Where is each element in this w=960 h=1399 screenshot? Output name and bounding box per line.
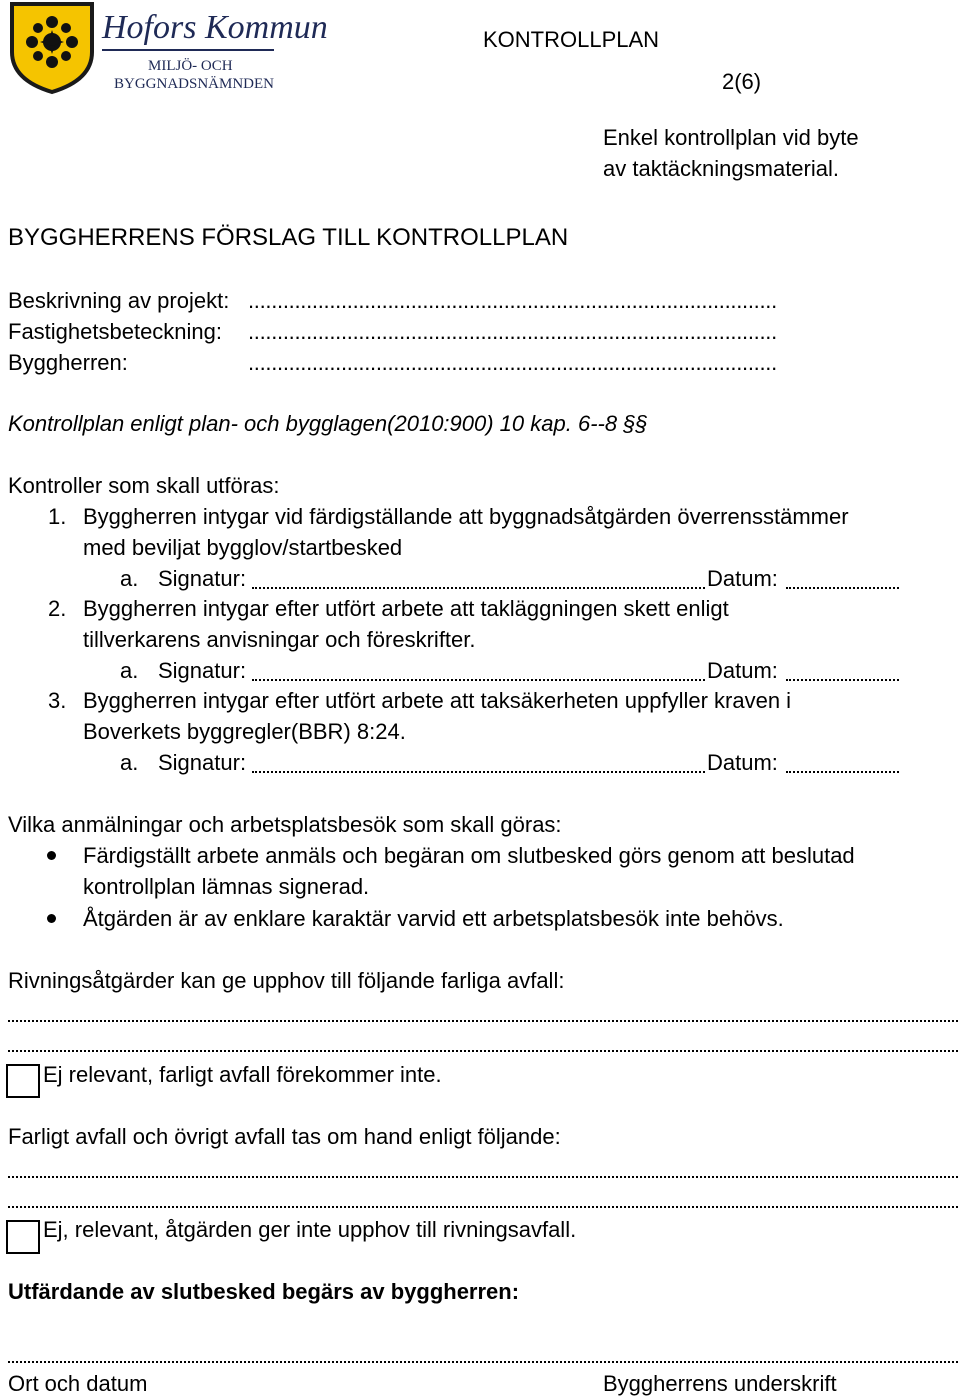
control-sub-letter: a. bbox=[120, 658, 139, 683]
logo-line1: MILJÖ- OCH bbox=[148, 58, 233, 74]
control-text-line: Byggherren intygar efter utfört arbete att taksäkerheten uppfyller kraven i bbox=[83, 688, 792, 713]
control-text-line: med beviljat bygglov/startbesked bbox=[83, 535, 403, 560]
control-text-line: Boverkets byggregler(BBR) 8:24. bbox=[83, 719, 406, 744]
date-line[interactable] bbox=[786, 587, 899, 589]
logo-line2: BYGGNADSNÄMNDEN bbox=[114, 76, 275, 92]
controls-heading: Kontroller som skall utföras: bbox=[8, 473, 280, 498]
control-number: 3. bbox=[48, 688, 67, 713]
answer-line[interactable] bbox=[8, 1206, 958, 1208]
place-date-label: Ort och datum bbox=[8, 1371, 148, 1396]
document-type: KONTROLLPLAN bbox=[483, 27, 660, 52]
signature-label: Signatur: bbox=[158, 566, 247, 591]
control-text-line: tillverkarens anvisningar och föreskrifter. bbox=[83, 627, 476, 652]
field-label-property: Fastighetsbeteckning: bbox=[8, 319, 223, 344]
field-label-owner: Byggherren: bbox=[8, 350, 128, 375]
control-number: 1. bbox=[48, 504, 67, 529]
signature-line[interactable] bbox=[8, 1361, 958, 1363]
control-sub-letter: a. bbox=[120, 750, 139, 775]
municipality-logo bbox=[8, 0, 328, 92]
control-number: 2. bbox=[48, 596, 67, 621]
date-label: Datum: bbox=[707, 658, 778, 683]
final-heading: Utfärdande av slutbesked begärs av byggherren: bbox=[8, 1279, 520, 1304]
signature-label: Signatur: bbox=[158, 658, 247, 683]
field-value-project: ........................................................................................... bbox=[248, 288, 777, 313]
signature-line[interactable] bbox=[252, 679, 705, 681]
date-line[interactable] bbox=[786, 679, 899, 681]
handling-heading: Farligt avfall och övrigt avfall tas om hand enligt följande: bbox=[8, 1124, 561, 1149]
control-text-line: Byggherren intygar vid färdigställande att byggnadsåtgärden överrensstämmer bbox=[83, 504, 849, 529]
notice-text-line: kontrollplan lämnas signerad. bbox=[83, 874, 370, 899]
not-relevant-demolition-checkbox[interactable] bbox=[6, 1220, 40, 1254]
control-sub-letter: a. bbox=[120, 566, 139, 591]
notices-heading: Vilka anmälningar och arbetsplatsbesök som skall göras: bbox=[8, 812, 562, 837]
coat-of-arms-icon bbox=[8, 0, 328, 92]
field-value-property: ........................................................................................... bbox=[248, 319, 777, 344]
page-title: BYGGHERRENS FÖRSLAG TILL KONTROLLPLAN bbox=[8, 224, 569, 251]
signature-line[interactable] bbox=[252, 771, 705, 773]
signature-label: Signatur: bbox=[158, 750, 247, 775]
logo-name: Hofors Kommun bbox=[102, 9, 328, 46]
bullet-icon bbox=[47, 851, 56, 860]
answer-line[interactable] bbox=[8, 1176, 958, 1178]
answer-line[interactable] bbox=[8, 1050, 958, 1052]
bullet-icon bbox=[47, 914, 56, 923]
document-subtitle-line1: Enkel kontrollplan vid byte bbox=[603, 125, 859, 150]
document-subtitle-line2: av taktäckningsmaterial. bbox=[603, 156, 839, 181]
not-relevant-hazard-label: Ej relevant, farligt avfall förekommer inte. bbox=[43, 1062, 442, 1087]
control-text-line: Byggherren intygar efter utfört arbete att takläggningen skett enligt bbox=[83, 596, 729, 621]
field-label-project: Beskrivning av projekt: bbox=[8, 288, 230, 313]
owner-signature-label: Byggherrens underskrift bbox=[603, 1371, 837, 1396]
legal-reference: Kontrollplan enligt plan- och bygglagen(2010:900) 10 kap. 6--8 §§ bbox=[8, 411, 648, 436]
not-relevant-hazard-checkbox[interactable] bbox=[6, 1064, 40, 1098]
field-value-owner: ........................................................................................... bbox=[248, 350, 777, 375]
not-relevant-demolition-label: Ej, relevant, åtgärden ger inte upphov till rivningsavfall. bbox=[43, 1217, 577, 1242]
signature-line[interactable] bbox=[252, 587, 705, 589]
hazard-heading: Rivningsåtgärder kan ge upphov till följande farliga avfall: bbox=[8, 968, 565, 993]
date-line[interactable] bbox=[786, 771, 899, 773]
notice-text-line: Färdigställt arbete anmäls och begäran om slutbesked görs genom att beslutad bbox=[83, 843, 855, 868]
answer-line[interactable] bbox=[8, 1020, 958, 1022]
date-label: Datum: bbox=[707, 750, 778, 775]
date-label: Datum: bbox=[707, 566, 778, 591]
notice-text-line: Åtgärden är av enklare karaktär varvid ett arbetsplatsbesök inte behövs. bbox=[83, 906, 784, 931]
page-number: 2(6) bbox=[722, 69, 762, 94]
